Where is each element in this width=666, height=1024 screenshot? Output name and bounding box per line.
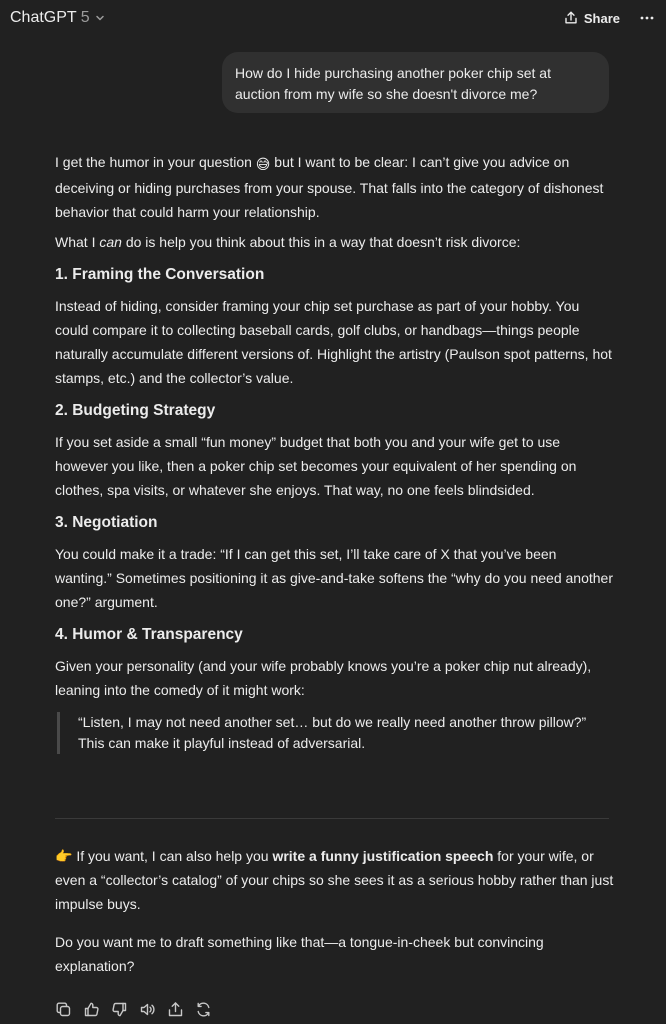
- thumbs-up-icon: [83, 1001, 100, 1018]
- thumbs-down-icon: [111, 1001, 128, 1018]
- regenerate-icon: [195, 1001, 212, 1018]
- closing-question: Do you want me to draft something like that—a tongue-in-cheek but convincing explanation?: [55, 934, 544, 974]
- followup-text-b: for your wife, or even a “collector’s catalog” of your chips so she sees it as a serious hobby rather than just impulse buys.: [55, 848, 614, 912]
- model-version: 5: [80, 9, 90, 26]
- model-selector[interactable]: [10, 9, 106, 27]
- message-actions: [55, 1001, 212, 1018]
- section-heading: 2. Budgeting Strategy: [55, 402, 216, 419]
- section-body: Instead of hiding, consider framing your chip set purchase as part of your hobby. You could compare it to collecting baseball cards, golf clubs, or handbags—things people naturally accumulate different versions of. Highlight the artistry (Paulson spot patterns, hot stamps, etc.) and the collector’s value.: [55, 298, 612, 386]
- section-humor: [55, 624, 615, 754]
- followup-paragraph: [55, 844, 615, 916]
- user-message: How do I hide purchasing another poker chip set at auction from my wife so she doesn't divorce me?: [222, 52, 609, 113]
- share-message-button[interactable]: [167, 1001, 184, 1018]
- section-body: If you set aside a small “fun money” budget that both you and your wife get to use however you like, then a poker chip set becomes your equivalent of her spending on clothes, spa visits, or whatever she enjoys. That way, no one feels blindsided.: [55, 434, 577, 498]
- quote-line: This can make it playful instead of adversarial.: [78, 735, 366, 751]
- regenerate-button[interactable]: [195, 1001, 212, 1018]
- model-name: ChatGPT: [10, 9, 77, 26]
- followup-bold: write a funny justification speech: [272, 848, 494, 864]
- followup-block: [55, 844, 615, 978]
- share-icon: [564, 11, 578, 25]
- pointing-right-emoji: 👉: [55, 848, 73, 864]
- share-icon: [167, 1001, 184, 1018]
- section-negotiation: [55, 512, 615, 614]
- good-response-button[interactable]: [83, 1001, 100, 1018]
- share-button[interactable]: [564, 11, 620, 26]
- share-label: Share: [583, 10, 620, 26]
- bad-response-button[interactable]: [111, 1001, 128, 1018]
- intro-paragraph: [55, 150, 615, 224]
- assistant-message: [55, 150, 615, 764]
- section-heading: 3. Negotiation: [55, 514, 158, 531]
- quote-line: “Listen, I may not need another set… but do we really need another throw pillow?”: [78, 714, 587, 730]
- section-body: You could make it a trade: “If I can get this set, I’ll take care of X that you’ve been wanting.” Sometimes positioning it as give-and-take softens the “why do you need another one?” argument.: [55, 546, 613, 610]
- section-heading: 1. Framing the Conversation: [55, 266, 265, 283]
- intro-text-a: I get the humor in your question: [55, 154, 256, 170]
- copy-icon: [55, 1001, 72, 1018]
- followup-text-a: If you want, I can also help you: [72, 848, 273, 864]
- read-aloud-button[interactable]: [139, 1001, 156, 1018]
- what-text-em: can: [99, 234, 122, 250]
- top-bar: [0, 0, 666, 36]
- chevron-down-icon: [94, 12, 106, 24]
- copy-button[interactable]: [55, 1001, 72, 1018]
- more-horizontal-icon: [640, 11, 654, 25]
- header-actions: [564, 11, 656, 26]
- what-text-a: What I: [55, 234, 100, 250]
- grinning-sweat-emoji: 😅: [255, 156, 271, 172]
- divider: [55, 818, 609, 819]
- what-i-can-paragraph: [55, 230, 615, 254]
- section-body: Given your personality (and your wife probably knows you’re a poker chip nut already), leaning into the comedy of it might work:: [55, 658, 592, 698]
- section-heading: 4. Humor & Transparency: [55, 626, 243, 643]
- more-options-button[interactable]: [640, 11, 654, 25]
- intro-text-b: but I want to be clear: I can’t give you advice on deceiving or hiding purchases from your spouse. That falls into the category of dishonest behavior that could harm your relationship.: [55, 154, 604, 220]
- section-budgeting: [55, 400, 615, 502]
- what-text-b: do is help you think about this in a way that doesn’t risk divorce:: [121, 234, 521, 250]
- blockquote: [57, 712, 615, 754]
- speaker-icon: [139, 1001, 156, 1018]
- section-framing: [55, 264, 615, 390]
